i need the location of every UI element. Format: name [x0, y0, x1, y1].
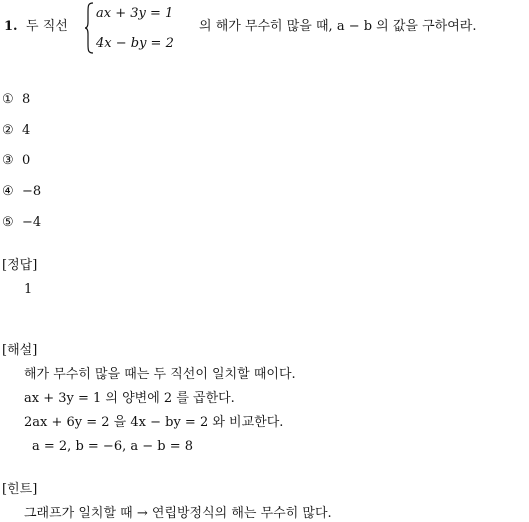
choice-mark: ②: [2, 123, 14, 138]
choice-5[interactable]: [2, 215, 41, 231]
equation-2: 4x − by = 2: [96, 36, 174, 51]
choice-value: −8: [22, 184, 42, 199]
choice-3[interactable]: [2, 153, 30, 169]
choice-2[interactable]: [2, 123, 30, 139]
choice-mark: ③: [2, 153, 14, 168]
question-number: 1.: [4, 19, 18, 34]
hint-text: 그래프가 일치할 때 → 연립방정식의 해는 무수히 많다.: [24, 506, 332, 521]
solution-line: a = 2, b = −6, a − b = 8: [32, 439, 194, 454]
choice-mark: ①: [2, 92, 14, 107]
answer-value: 1: [24, 282, 33, 297]
solution-label: [해설]: [2, 343, 38, 358]
choice-value: 4: [22, 123, 31, 138]
solution-line: 2ax + 6y = 2 을 4x − by = 2 와 비교한다.: [24, 415, 284, 430]
question-suffix: 의 해가 무수히 많을 때, a − b 의 값을 구하여라.: [199, 19, 477, 34]
system-brace: [84, 2, 94, 54]
solution-line: 해가 무수히 많을 때는 두 직선이 일치할 때이다.: [24, 367, 296, 382]
choice-mark: ⑤: [2, 215, 14, 230]
choice-mark: ④: [2, 184, 14, 199]
answer-label: [정답]: [2, 258, 38, 273]
choice-4[interactable]: [2, 184, 41, 200]
solution-line: ax + 3y = 1 의 양변에 2 를 곱한다.: [24, 391, 235, 406]
hint-label: [힌트]: [2, 482, 38, 497]
choice-1[interactable]: [2, 92, 30, 108]
choice-value: 8: [22, 92, 31, 107]
question-prefix: 두 직선: [26, 19, 68, 34]
equation-1: ax + 3y = 1: [96, 6, 174, 21]
choice-value: −4: [22, 215, 42, 230]
choice-value: 0: [22, 153, 31, 168]
